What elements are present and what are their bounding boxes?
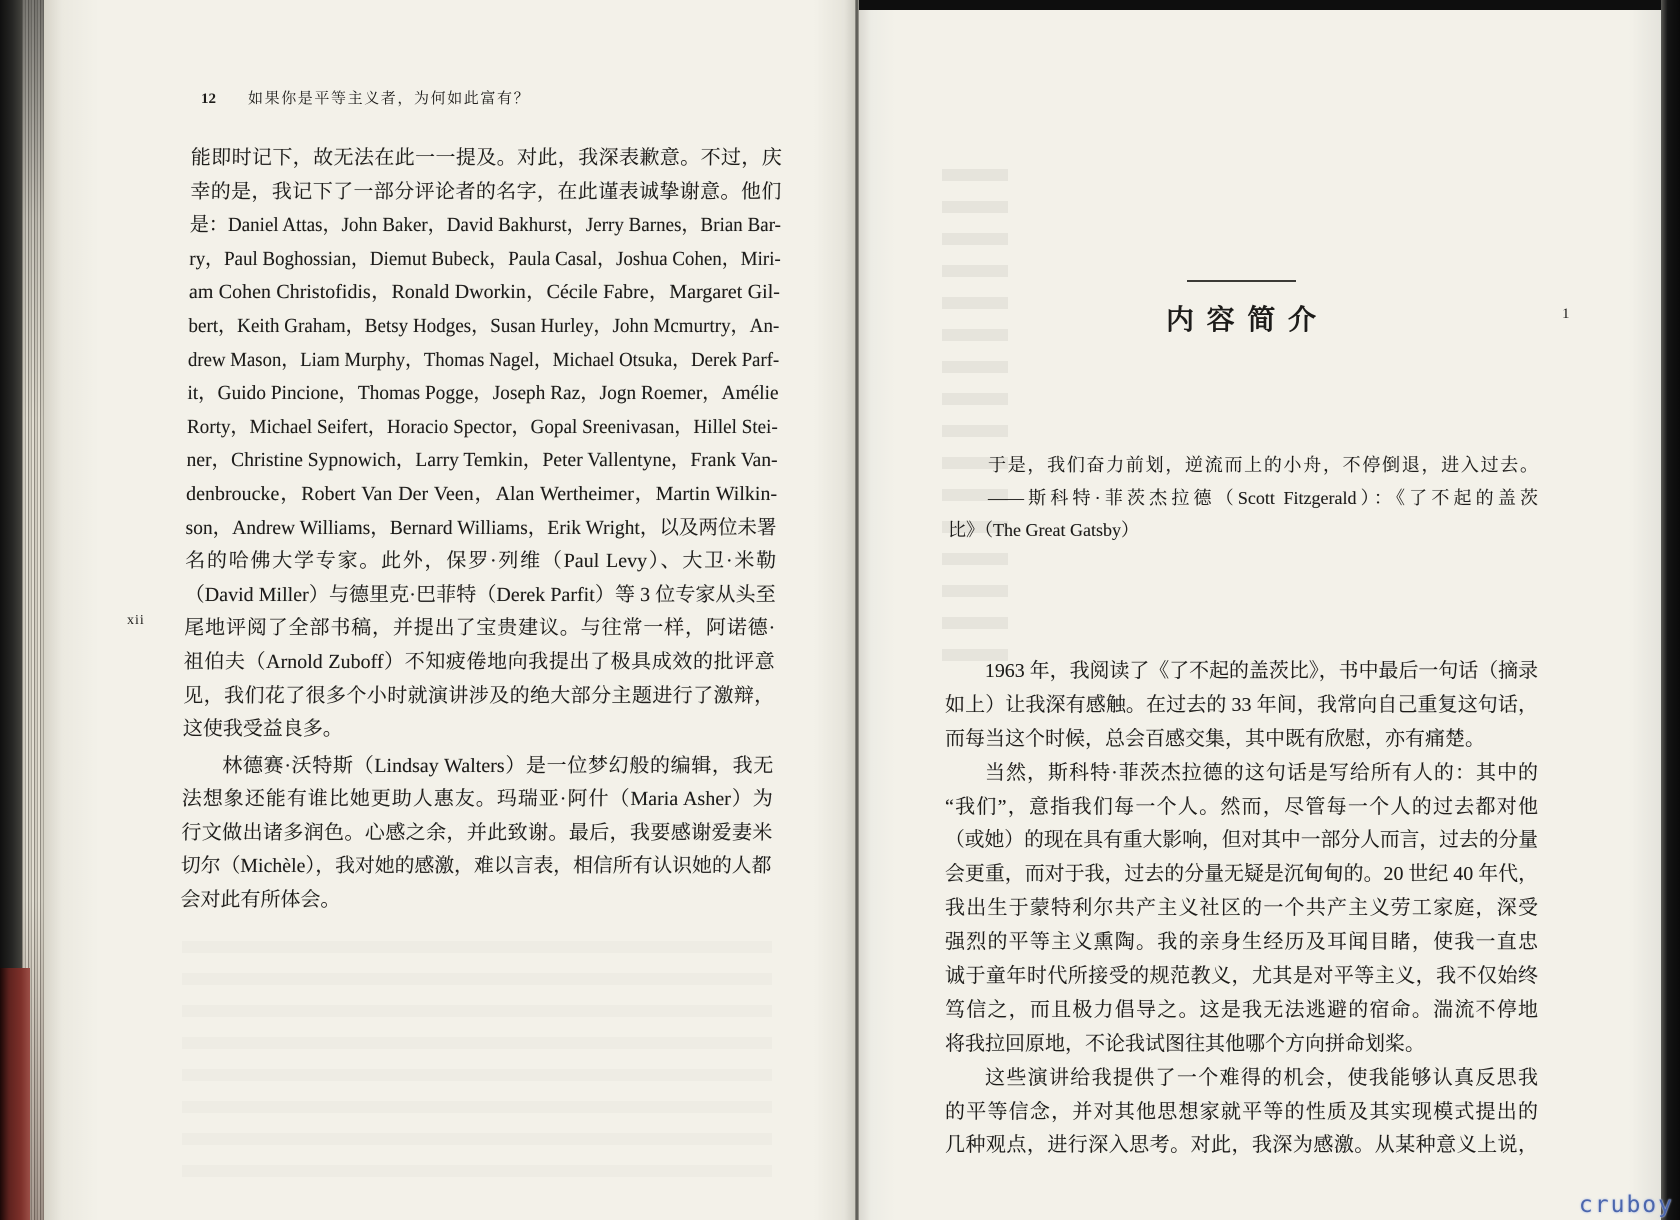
body-text-line: （David Miller）与德里克·巴菲特（Derek Parfit）等 3 位专家从头至 (184, 583, 776, 606)
body-text-line: son，Andrew Williams，Bernard Williams，Erik Wright，以及两位未署 (185, 516, 777, 539)
right-page (859, 0, 1661, 1220)
body-text-line: 我出生于蒙特利尔共产主义社区的一个共产主义劳工家庭，深受 (945, 897, 1538, 920)
body-text-line: 名的哈佛大学专家。此外，保罗·列维（Paul Levy）、大卫·米勒 (184, 550, 777, 573)
body-text-line: 诚于童年时代所接受的规范教义，尤其是对平等主义，我不仅始终 (945, 965, 1538, 988)
right-scan-border (1661, 0, 1680, 1220)
body-text-line: 幸的是，我记下了一部分评论者的名字，在此谨表诚挚谢意。他们 (190, 180, 782, 203)
body-text-line: 是：Daniel Attas，John Baker，David Bakhurst，Jerry Barnes，Brian Bar- (189, 214, 782, 237)
paragraph (945, 757, 1538, 1062)
left-page (44, 0, 855, 1220)
body-text-line: 见，我们花了很多个小时就演讲涉及的绝大部分主题进行了激辩， (183, 684, 775, 707)
body-text-line: 这些演讲给我提供了一个难得的机会，使我能够认真反思我 (985, 1066, 1538, 1089)
body-text-line: 如上）让我深有感触。在过去的 33 年间，我常向自己重复这句话， (945, 693, 1538, 716)
top-scan-border (859, 0, 1680, 10)
body-text-line: 切尔（Michèle），我对她的感激，难以言表，相信所有认识她的人都 (180, 855, 772, 878)
paragraph (945, 1062, 1538, 1164)
body-text-line: 能即时记下，故无法在此一一提及。对此，我深表歉意。不过，庆 (190, 147, 782, 169)
body-text-line: ner，Christine Sypnowich，Larry Temkin，Peter Vallentyne，Frank Van- (186, 449, 778, 472)
section-title: 内容简介 (1166, 305, 1316, 336)
paragraph (183, 142, 782, 747)
show-through-shadow (942, 160, 1008, 665)
body-text-line: “我们”，意指我们每一个人。然而，尽管每一个人的过去都对他 (945, 795, 1538, 818)
show-through-shadow (182, 932, 772, 1190)
body-text-line: bert，Keith Graham，Betsy Hodges，Susan Hurley，John Mcmurtry，An- (188, 314, 780, 337)
body-text-line: 法想象还能有谁比她更助人惠友。玛瑞亚·阿什（Maria Asher）为 (181, 788, 773, 811)
body-text-line: 将我拉回原地，不论我试图往其他哪个方向拼命划桨。 (945, 1032, 1425, 1055)
margin-folio: xii (127, 613, 145, 628)
epigraph-attribution-line: 比》（The Great Gatsby） (948, 520, 1139, 540)
page-number: 1 (1562, 306, 1570, 322)
body-text-line: 几种观点，进行深入思考。对此，我深为感激。从某种意义上说， (945, 1134, 1538, 1157)
body-text-line: 1963 年，我阅读了《了不起的盖茨比》，书中最后一句话（摘录 (984, 660, 1538, 682)
paragraph (180, 750, 773, 918)
body-text-line: 的平等信念，并对其他思想家就平等的性质及其实现模式提出的 (945, 1100, 1538, 1123)
watermark: cruboy (1578, 1192, 1674, 1218)
body-text-line: 强烈的平等主义熏陶。我的亲身生经历及耳闻目睹，使我一直忠 (945, 931, 1538, 954)
body-text-line: it，Guido Pincione，Thomas Pogge，Joseph Raz，Jogn Roemer，Amélie (187, 382, 779, 405)
running-head-page-number: 12 (201, 91, 216, 107)
body-text-line: （或她）的现在具有重大影响，但对其中一部分人而言，过去的分量 (945, 829, 1538, 852)
body-text-line: 林德赛·沃特斯（Lindsay Walters）是一位梦幻般的编辑，我无 (222, 754, 774, 777)
body-text-line: am Cohen Christofidis，Ronald Dworkin，Cécile Fabre，Margaret Gil- (188, 281, 781, 304)
paragraph (945, 655, 1538, 757)
body-text-line: 当然，斯科特·菲茨杰拉德的这句话是写给所有人的：其中的 (985, 761, 1538, 784)
body-text-line: drew Mason，Liam Murphy，Thomas Nagel，Michael Otsuka，Derek Parf- (187, 348, 780, 371)
body-text-line: 会对此有所体会。 (180, 889, 341, 912)
epigraph (948, 449, 1538, 547)
body-text-line: 行文做出诸多润色。心感之余，并此致谢。最后，我要感谢爱妻米 (181, 821, 773, 844)
body-text-line: ry，Paul Boghossian，Diemut Bubeck，Paula Casal，Joshua Cohen，Miri- (189, 247, 781, 270)
body-text-line: denbroucke，Robert Van Der Veen，Alan Wertheimer，Martin Wilkin- (185, 482, 778, 505)
body-text-line: Rorty，Michael Seifert，Horacio Spector，Gopal Sreenivasan，Hillel Stei- (186, 415, 778, 438)
body-text-line: 尾地评阅了全部书稿，并提出了宝贵建议。与往常一样，阿诺德· (184, 617, 776, 640)
title-rule (1187, 280, 1296, 282)
body-text-line: 这使我受益良多。 (182, 718, 343, 741)
body-text-line: 祖伯夫（Arnold Zuboff）不知疲倦地向我提出了极具成效的批评意 (183, 650, 775, 673)
epigraph-attribution-line: ——斯科特·菲茨杰拉德（Scott Fitzgerald）：《了不起的盖茨 (988, 487, 1538, 508)
cover-edge (0, 968, 30, 1220)
body-text-line: 会更重，而对于我，过去的分量无疑是沉甸甸的。20 世纪 40 年代， (945, 863, 1538, 886)
running-head-title: 如果你是平等主义者，为何如此富有？ (248, 91, 531, 107)
body-text-line: 笃信之，而且极力倡导之。这是我无法逃避的宿命。湍流不停地 (945, 998, 1538, 1021)
right-page-body (945, 655, 1538, 1163)
left-page-body (180, 142, 782, 918)
epigraph-line: 于是，我们奋力前划，逆流而上的小舟，不停倒退，进入过去。 (988, 455, 1538, 475)
body-text-line: 而每当这个时候，总会百感交集，其中既有欣慰，亦有痛楚。 (945, 727, 1485, 750)
